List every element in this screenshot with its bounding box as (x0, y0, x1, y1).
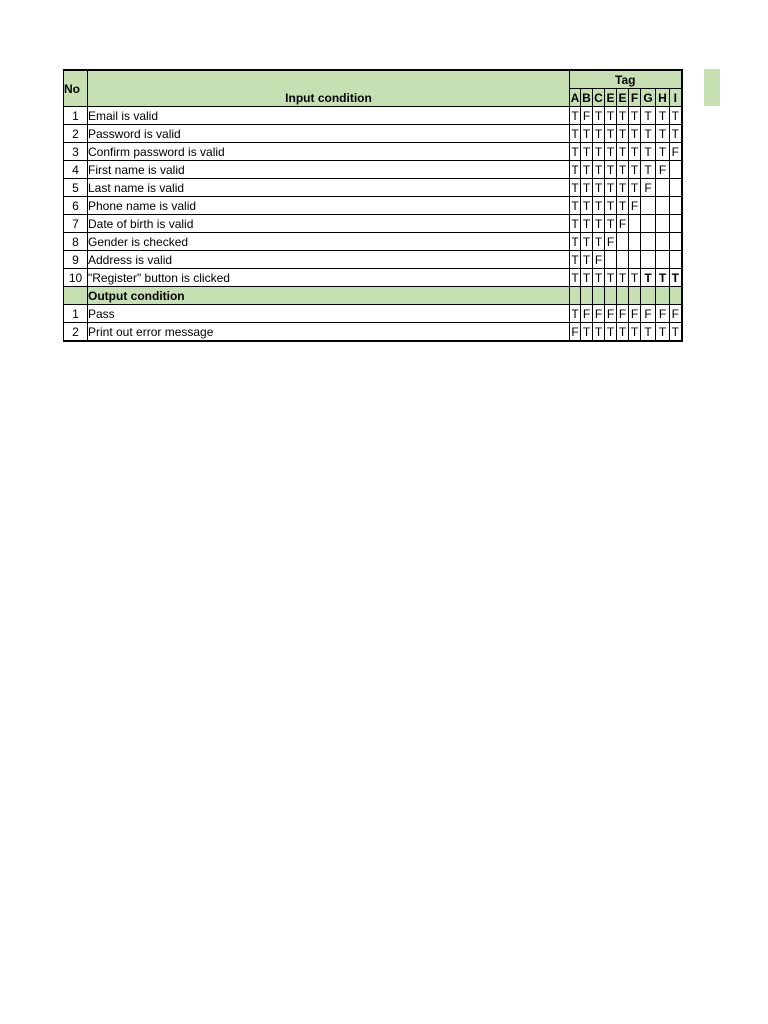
header-tag-letter: B (582, 90, 591, 105)
tag-value-cell: T (617, 125, 629, 143)
tag-value-cell: T (605, 143, 617, 161)
tag-value-cell: T (656, 107, 670, 125)
header-tag-letter: C (594, 90, 603, 105)
tag-value-cell: T (605, 179, 617, 197)
tag-value-cell: T (617, 161, 629, 179)
tag-value-cell: T (617, 197, 629, 215)
tag-value-cell (617, 233, 629, 251)
tag-value-cell: T (581, 125, 593, 143)
header-tag-letter: G (641, 89, 656, 107)
tag-value-cell: T (581, 269, 593, 287)
row-number: 2 (64, 125, 88, 143)
tag-value-cell: F (656, 161, 670, 179)
tag-value-cell: T (571, 180, 579, 195)
tag-value-cell: F (617, 215, 629, 233)
tag-value-cell: T (670, 323, 682, 342)
row-number: 4 (64, 161, 88, 179)
tag-value-cell (629, 233, 641, 251)
tag-value-cell: T (641, 107, 656, 125)
tag-value-cell: T (629, 125, 641, 143)
tag-value-cell: T (593, 179, 605, 197)
output-header-row (64, 287, 682, 305)
tag-value-cell: T (593, 233, 605, 251)
tag-value-cell: T (593, 215, 605, 233)
tag-value-cell: F (581, 305, 593, 323)
tag-value-cell: T (617, 323, 629, 342)
tag-value-cell: T (605, 161, 617, 179)
tag-value-cell: T (571, 216, 579, 231)
tag-value-cell: T (593, 107, 605, 125)
decision-table (63, 69, 683, 342)
tag-value-cell: F (641, 179, 656, 197)
condition-label: Gender is checked (88, 233, 570, 251)
header-input-condition: Input condition (88, 70, 570, 107)
input-condition-row (64, 269, 682, 287)
input-condition-row (64, 215, 682, 233)
tag-value-cell: T (670, 125, 682, 143)
tag-value-cell: F (570, 323, 581, 342)
tag-value-cell (670, 179, 682, 197)
tag-value-cell (656, 215, 670, 233)
row-number: 3 (64, 143, 88, 161)
tag-value-cell (617, 251, 629, 269)
tag-value-cell: T (641, 161, 656, 179)
header-tag-letter: E (606, 90, 615, 105)
tag-value-cell: T (581, 323, 593, 342)
tag-value-cell (641, 215, 656, 233)
header-tag-letter: E (618, 90, 627, 105)
output-header-tag-cell (605, 287, 617, 305)
tag-value-cell: T (571, 234, 579, 249)
tag-value-cell: F (593, 305, 605, 323)
tag-value-cell: F (617, 305, 629, 323)
tag-value-cell (670, 215, 682, 233)
row-number: 7 (64, 215, 88, 233)
output-header-no-cell (64, 287, 88, 305)
row-number: 8 (64, 233, 88, 251)
condition-label: Email is valid (88, 107, 570, 125)
tag-value-cell: T (571, 306, 579, 321)
tag-value-cell: F (605, 233, 617, 251)
tag-value-cell: T (629, 323, 641, 342)
row-number: 9 (64, 251, 88, 269)
header-tag-letter: I (670, 89, 682, 107)
condition-label: "Register" button is clicked (88, 269, 570, 287)
tag-value-cell (670, 197, 682, 215)
condition-label: Pass (88, 305, 570, 323)
tag-value-cell: T (593, 125, 605, 143)
condition-label: Confirm password is valid (88, 143, 570, 161)
tag-value-cell: T (571, 270, 579, 285)
row-number: 6 (64, 197, 88, 215)
tag-value-cell: T (641, 125, 656, 143)
tag-value-cell: T (581, 233, 593, 251)
tag-value-cell: T (581, 251, 593, 269)
tag-value-cell: T (656, 323, 670, 342)
row-number: 1 (64, 305, 88, 323)
tag-value-cell (670, 161, 682, 179)
input-condition-row (64, 179, 682, 197)
condition-label: Address is valid (88, 251, 570, 269)
tag-value-cell: T (571, 144, 579, 159)
tag-value-cell: T (581, 161, 593, 179)
tag-value-cell: T (656, 143, 670, 161)
input-condition-row (64, 161, 682, 179)
input-condition-row (64, 197, 682, 215)
tag-value-cell: T (629, 161, 641, 179)
tag-value-cell: T (605, 323, 617, 342)
input-condition-row (64, 125, 682, 143)
output-header-tag-cell (581, 287, 593, 305)
tag-value-cell (641, 197, 656, 215)
tag-value-cell: F (581, 107, 593, 125)
tag-value-cell: T (581, 197, 593, 215)
tag-value-cell: F (670, 143, 682, 161)
output-condition-heading: Output condition (88, 287, 570, 305)
tag-value-cell (670, 251, 682, 269)
tag-value-cell (656, 197, 670, 215)
output-header-tag-cell (570, 287, 581, 305)
condition-label: Print out error message (88, 323, 570, 342)
condition-label: First name is valid (88, 161, 570, 179)
tag-value-cell: T (593, 143, 605, 161)
tag-value-cell (656, 251, 670, 269)
tag-value-cell: F (656, 305, 670, 323)
tag-value-cell: T (641, 269, 656, 287)
tag-value-cell: T (581, 143, 593, 161)
condition-label: Last name is valid (88, 179, 570, 197)
tag-value-cell: T (629, 107, 641, 125)
tag-value-cell: T (571, 162, 579, 177)
condition-label: Phone name is valid (88, 197, 570, 215)
tag-value-cell: T (629, 269, 641, 287)
output-header-tag-cell (670, 287, 682, 305)
header-no: No (64, 70, 88, 107)
input-condition-row (64, 251, 682, 269)
tag-value-cell: T (581, 215, 593, 233)
row-number: 2 (64, 323, 88, 342)
row-number: 10 (64, 269, 88, 287)
tag-value-cell: T (670, 107, 682, 125)
tag-value-cell: T (571, 126, 579, 141)
tag-value-cell: T (605, 269, 617, 287)
header-fill-overhang (704, 69, 720, 106)
header-tag: Tag (570, 70, 682, 89)
tag-value-cell: T (617, 269, 629, 287)
header-tag-letter: F (629, 89, 641, 107)
header-tag-letter: A (570, 90, 580, 105)
tag-value-cell (605, 251, 617, 269)
output-header-tag-cell (656, 287, 670, 305)
output-header-tag-cell (593, 287, 605, 305)
tag-value-cell: T (617, 143, 629, 161)
tag-value-cell: F (629, 197, 641, 215)
output-condition-row (64, 323, 682, 342)
tag-value-cell (656, 233, 670, 251)
tag-value-cell: T (617, 107, 629, 125)
tag-value-cell (670, 233, 682, 251)
tag-value-cell: T (605, 107, 617, 125)
input-condition-row (64, 107, 682, 125)
tag-value-cell (629, 215, 641, 233)
output-condition-row (64, 305, 682, 323)
tag-value-cell: T (605, 215, 617, 233)
tag-value-cell (656, 179, 670, 197)
row-number: 1 (64, 107, 88, 125)
output-header-tag-cell (617, 287, 629, 305)
tag-value-cell: T (670, 269, 682, 287)
header-tag-letter: H (656, 89, 670, 107)
tag-value-cell: F (641, 305, 656, 323)
tag-value-cell (641, 251, 656, 269)
tag-value-cell: T (581, 179, 593, 197)
tag-value-cell: T (605, 197, 617, 215)
tag-value-cell: F (593, 251, 605, 269)
output-header-tag-cell (629, 287, 641, 305)
output-header-tag-cell (641, 287, 656, 305)
tag-value-cell: T (571, 108, 579, 123)
tag-value-cell: T (593, 161, 605, 179)
tag-value-cell: F (629, 305, 641, 323)
tag-value-cell: T (641, 143, 656, 161)
header-row-tag (64, 70, 682, 89)
input-condition-row (64, 143, 682, 161)
tag-value-cell: T (571, 252, 579, 267)
tag-value-cell: T (593, 269, 605, 287)
tag-value-cell: T (629, 143, 641, 161)
tag-value-cell: T (656, 269, 670, 287)
tag-value-cell: T (641, 323, 656, 342)
tag-value-cell: T (605, 125, 617, 143)
tag-value-cell (629, 251, 641, 269)
tag-value-cell: T (656, 125, 670, 143)
tag-value-cell: T (593, 197, 605, 215)
input-condition-row (64, 233, 682, 251)
tag-value-cell (641, 233, 656, 251)
tag-value-cell: F (670, 305, 682, 323)
tag-value-cell: T (629, 179, 641, 197)
tag-value-cell: T (617, 179, 629, 197)
tag-value-cell: F (605, 305, 617, 323)
tag-value-cell: T (593, 323, 605, 342)
condition-label: Date of birth is valid (88, 215, 570, 233)
tag-value-cell: T (571, 198, 579, 213)
condition-label: Password is valid (88, 125, 570, 143)
row-number: 5 (64, 179, 88, 197)
